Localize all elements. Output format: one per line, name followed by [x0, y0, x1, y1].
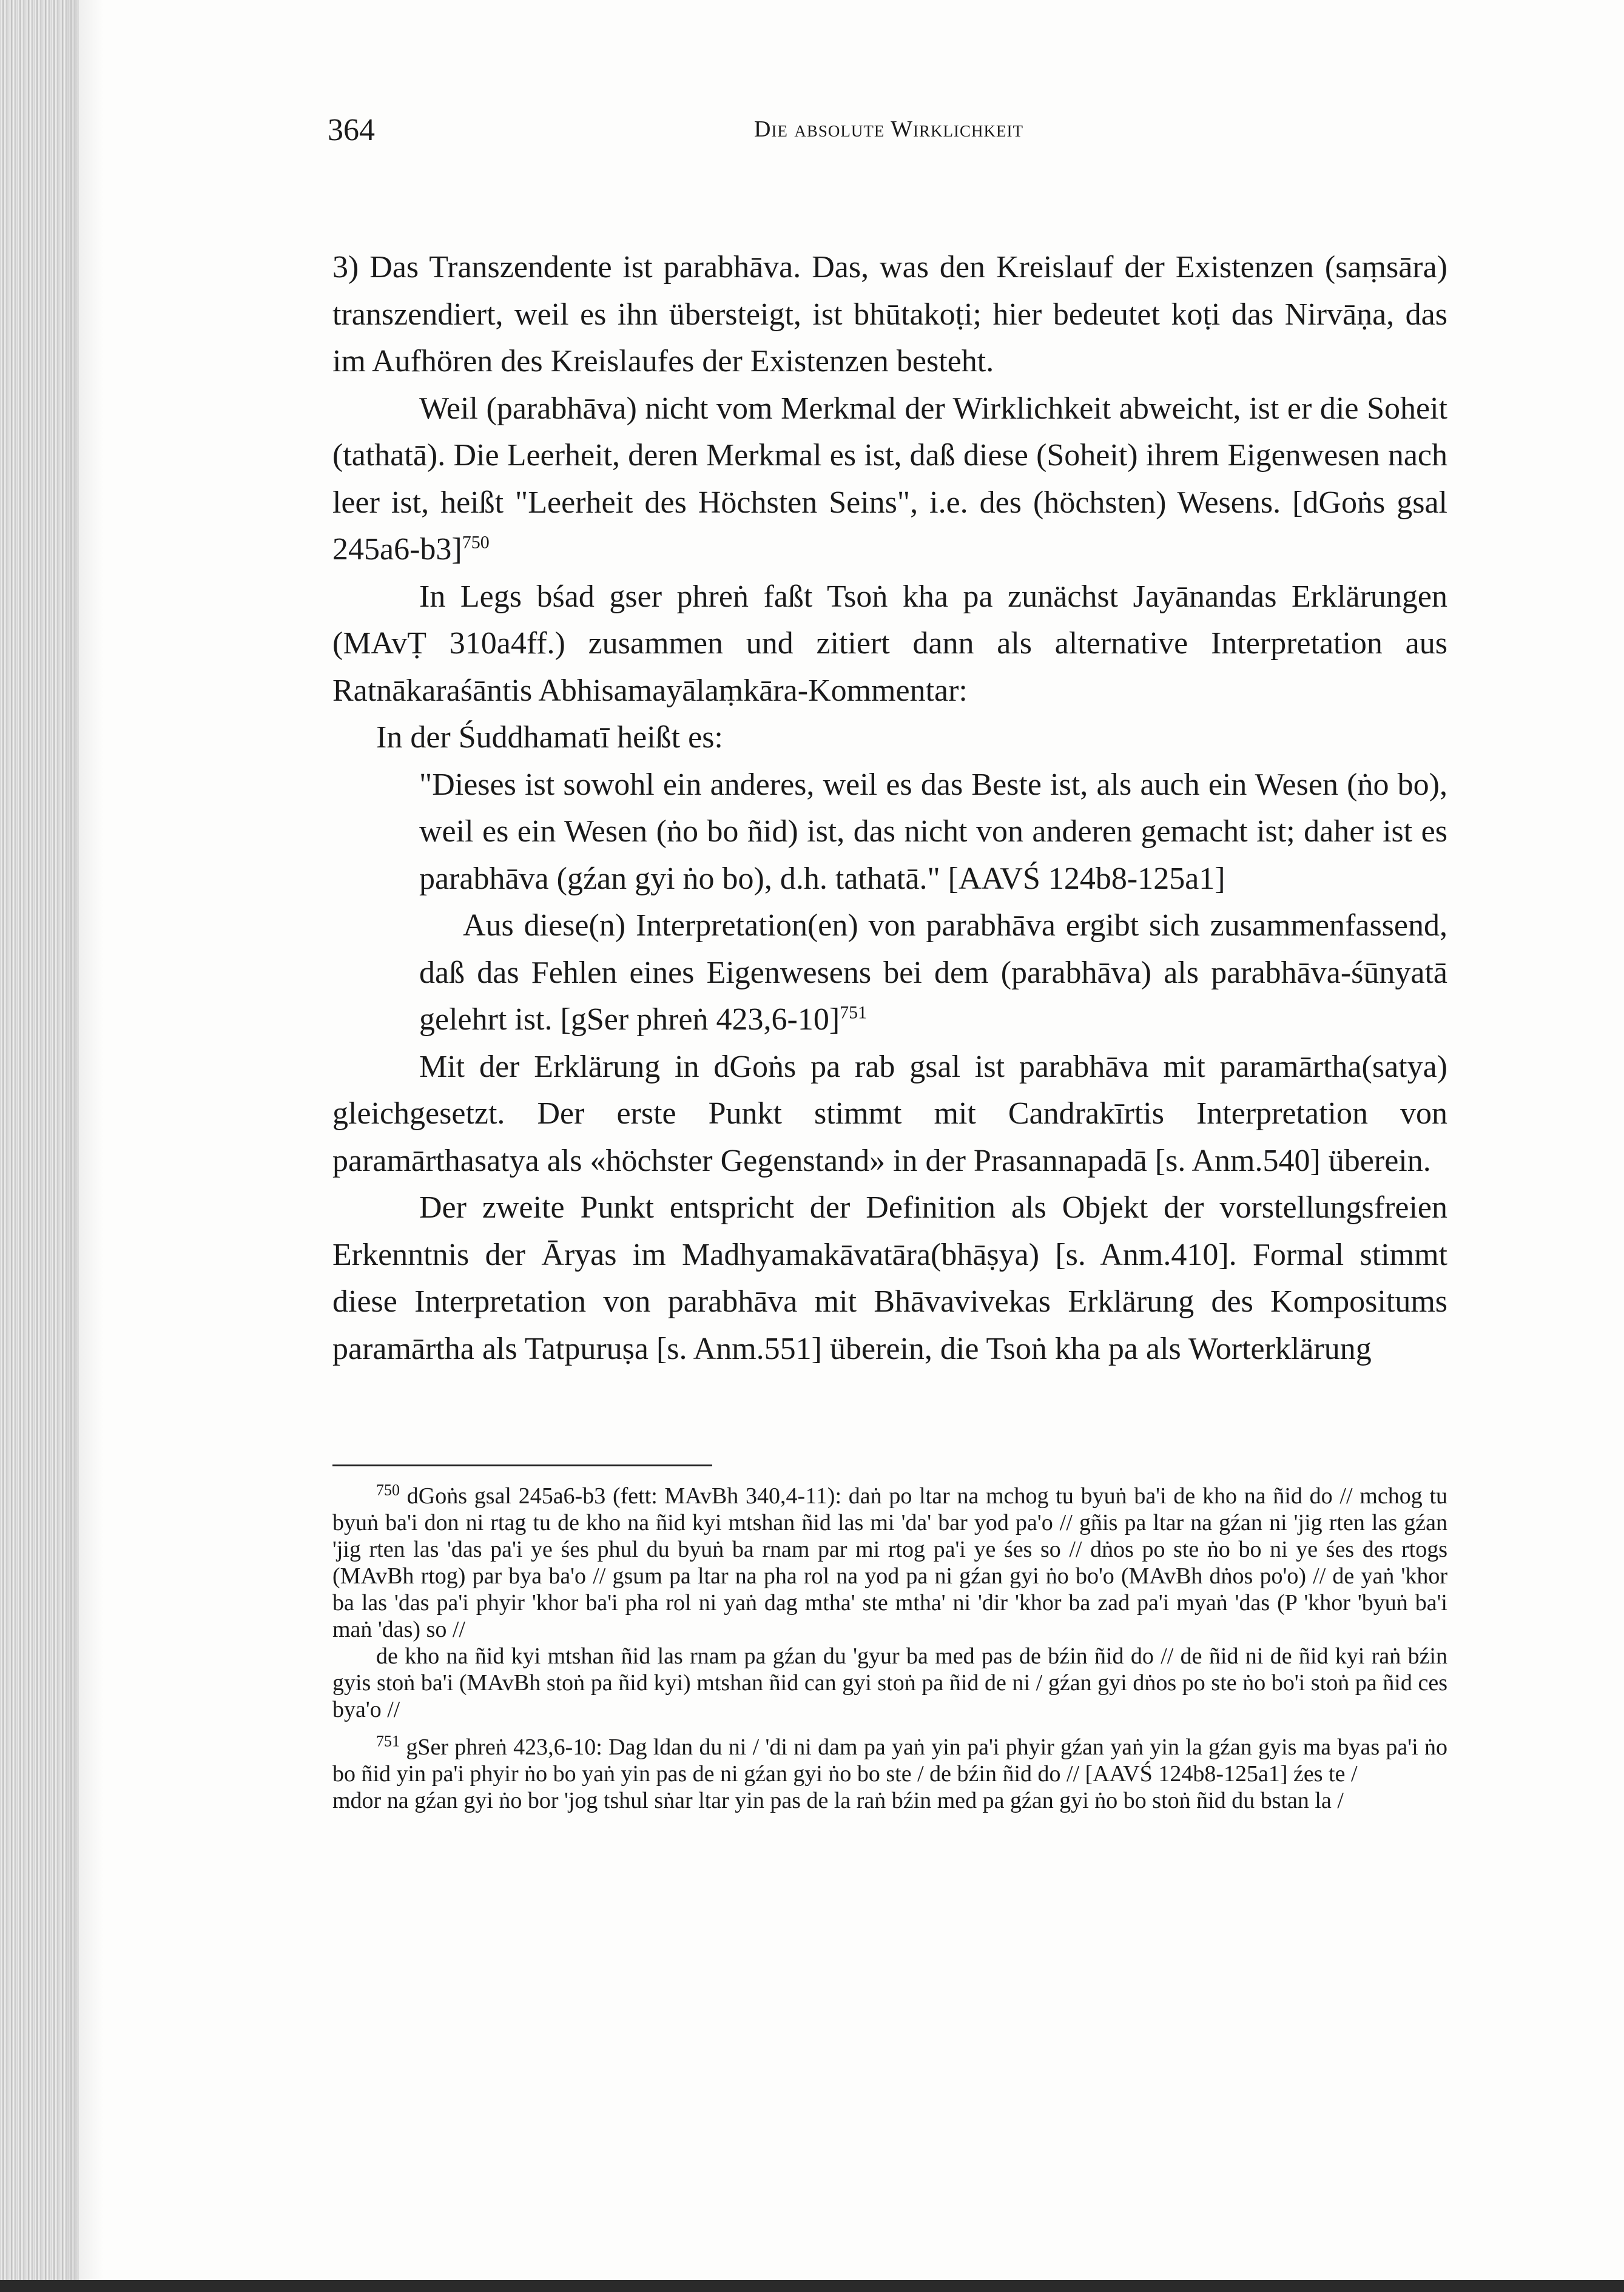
- page-number: 364: [328, 113, 375, 147]
- paragraph: [332, 902, 1447, 1043]
- footnote-number: 751: [376, 1732, 400, 1750]
- main-text: [332, 244, 1447, 1372]
- footnote-751: [332, 1734, 1447, 1787]
- paragraph: In Legs bśad gser phreṅ faßt Tsoṅ kha pa zunächst Jayānandas Erklärungen (MAvṬ 310a4ff.) zusammen und zitiert dann als alternative Interpretation aus Ratnākaraśāntis Abhisamayālaṃkāra-Kommentar:: [332, 579, 1447, 708]
- footnote-text: gSer phreṅ 423,6-10: Dag ldan du ni / 'di ni dam pa yaṅ yin pa'i phyir gźan yaṅ yin la gźan gyis ma byas pa'i ṅo bo ñid yin pa'i phyir ṅo bo yaṅ yin pas de ni gźan gyi ṅo bo ste / de bźin ñid do // [AAVŚ 124b8-125a1] źes te /: [332, 1734, 1447, 1787]
- footnote-750-continued: de kho na ñid kyi mtshan ñid las rnam pa gźan du 'gyur ba med pas de bźin ñid do // de ñid ni de ñid kyi raṅ bźin gyis stoṅ ba'i (MAvBh stoṅ pa ñid kyi) mtshan ñid can gyi stoṅ pa ñid de ni / gźan gyi dṅos po ste ṅo bo'i stoṅ pa ñid ces bya'o //: [332, 1643, 1447, 1722]
- footnote-ref: 750: [462, 532, 490, 553]
- paragraph: Der zweite Punkt entspricht der Definition als Objekt der vorstellungsfreien Erkenntnis der Āryas im Madhyamakāvatāra(bhāṣya) [s. Anm.410]. Formal stimmt diese Interpretation von parabhāva mit Bhāvavivekas Erklärung des Kompositums paramārtha als Tatpuruṣa [s. Anm.551] überein, die Tsoṅ kha pa als Worterklärung: [332, 1190, 1447, 1366]
- paragraph-text: Aus diese(n) Interpretation(en) von parabhāva ergibt sich zusammenfassend, daß das Fehlen eines Eigenwesens bei dem (parabhāva) als parabhāva-śūnyatā gelehrt ist. [gSer phreṅ 423,6-10]: [419, 908, 1447, 1037]
- footnote-rule: [332, 1465, 712, 1466]
- paragraph: 3) Das Transzendente ist parabhāva. Das, was den Kreislauf der Existenzen (saṃsāra) transzendiert, weil es ihn übersteigt, ist bhūtakoṭi; hier bedeutet koṭi das Nirvāṇa, das im Aufhören des Kreislaufes der Existenzen besteht.: [332, 250, 1447, 379]
- page-header: [328, 112, 1450, 155]
- scan-bottom-edge: [0, 2280, 1624, 2292]
- block-quote: "Dieses ist sowohl ein anderes, weil es das Beste ist, als auch ein Wesen (ṅo bo), weil es ein Wesen (ṅo bo ñid) ist, das nicht von anderen gemacht ist; daher ist es parabhāva (gźan gyi ṅo bo), d.h. tathatā." [AAVŚ 124b8-125a1]: [419, 767, 1447, 896]
- quote-intro: In der Śuddhamatī heißt es:: [376, 720, 723, 755]
- footnote-751-continued: mdor na gźan gyi ṅo bor 'jog tshul sṅar ltar yin pas de la raṅ bźin med pa gźan gyi ṅo bo stoṅ ñid du bstan la /: [332, 1788, 1344, 1813]
- footnote-750: [332, 1483, 1447, 1643]
- scan-spine-shadow: [67, 0, 103, 2292]
- footnote-text: dGoṅs gsal 245a6-b3 (fett: MAvBh 340,4-11): daṅ po ltar na mchog tu byuṅ ba'i de kho na ñid do // mchog tu byuṅ ba'i don ni rtag tu de kho na ñid kyi mtshan ñid las mi 'da' bar yod pa'o // gñis pa ltar na gźan ni 'jig rten las gźan 'jig rten las 'das pa'i ye śes phul du byuṅ ba rnam par mi rtog pa'i ye śes so // dṅos po ste ṅo bo ni ye śes des rtogs (MAvBh rtog) par bya ba'o // gsum pa ltar na pha rol na yod pa ni gźan gyi ṅo bo'o (MAvBh dṅos po'o) // de yaṅ 'khor ba las 'das pa'i phyir 'khor ba'i pha rol ni yaṅ dag mtha' ste mtha' ni 'dir 'khor ba zad pa'i myaṅ 'das (P 'khor 'byuṅ ba'i maṅ 'das) so //: [332, 1483, 1447, 1642]
- running-head: Die absolute Wirklichkeit: [753, 116, 1024, 142]
- footnote-ref: 751: [840, 1002, 868, 1023]
- paragraph: [332, 385, 1447, 573]
- paragraph: Mit der Erklärung in dGoṅs pa rab gsal ist parabhāva mit paramārtha(satya) gleichgesetzt. Der erste Punkt stimmt mit Candrakīrtis Interpretation von paramārthasatya als «höchster Gegenstand» in der Prasannapadā [s. Anm.540] überein.: [332, 1049, 1447, 1178]
- footnote-number: 750: [376, 1481, 400, 1499]
- paragraph-text: Weil (parabhāva) nicht vom Merkmal der Wirklichkeit abweicht, ist er die Soheit (tathatā). Die Leerheit, deren Merkmal es ist, daß diese (Soheit) ihrem Eigenwesen nach leer ist, heißt "Leerheit des Höchsten Seins", i.e. des (höchsten) Wesens. [dGoṅs gsal 245a6-b3]: [332, 391, 1447, 567]
- footnotes: [332, 1483, 1447, 1814]
